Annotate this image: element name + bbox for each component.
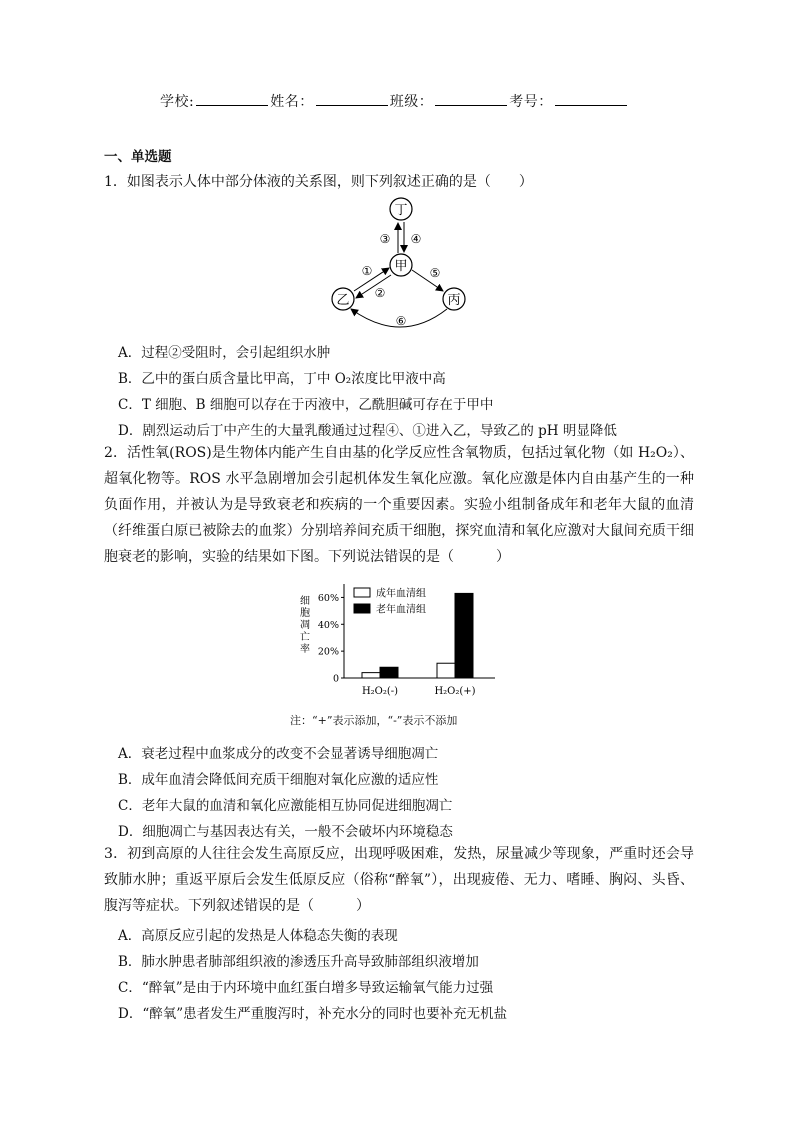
body-fluid-diagram: [325, 195, 475, 330]
school-blank[interactable]: [196, 93, 268, 106]
apoptosis-bar-chart: [290, 578, 510, 703]
node-jia: 甲: [394, 259, 408, 274]
q3-stem: 3．初到高原的人往往会发生高原反应，出现呼吸困难，发热，尿量减少等现象，严重时还会导致肺水肿；重返平原后会发生低原反应（俗称“醉氧”），出现疲倦、无力、嗜睡、胸闷、头昏、腹泻等症状。下列叙述错误的是（ ）: [104, 846, 694, 914]
school-label: 学校:: [160, 94, 195, 110]
name-blank[interactable]: [316, 93, 388, 106]
node-yi: 乙: [336, 293, 350, 308]
label-2: ②: [374, 286, 386, 300]
bar-old-1: [455, 593, 473, 678]
exam-no-label: 考号：: [509, 94, 553, 110]
label-6: ⑥: [395, 314, 407, 328]
q1-option-a[interactable]: A．过程②受阻时，会引起组织水肿: [118, 345, 331, 361]
y-axis-label: 细胞凋亡率: [300, 596, 310, 655]
chart-note: 注：“+”表示添加，“-”表示不添加: [290, 714, 458, 727]
name-label: 姓名：: [270, 94, 314, 110]
q2-option-b[interactable]: B．成年血清会降低间充质干细胞对氧化应激的适应性: [118, 772, 439, 788]
x-tick-label: H₂O₂(-): [361, 686, 399, 697]
y-tick-label: 20%: [317, 646, 339, 658]
bar-adult-1: [437, 663, 455, 678]
legend-swatch: [354, 588, 370, 597]
q3-option-b[interactable]: B．肺水肿患者肺部组织液的渗透压升高导致肺部组织液增加: [118, 954, 479, 970]
y-tick-label: 0: [332, 673, 339, 685]
q2-option-d[interactable]: D．细胞凋亡与基因表达有关，一般不会破坏内环境稳态: [118, 824, 453, 840]
label-4: ④: [410, 232, 422, 246]
q3-option-c[interactable]: C．“醉氧”是由于内环境中血红蛋白增多导致运输氧气能力过强: [118, 980, 494, 996]
y-tick-label: 40%: [317, 619, 339, 631]
exam-header: [160, 91, 629, 111]
q2-option-c[interactable]: C．老年大鼠的血清和氧化应激能相互协同促进细胞凋亡: [118, 798, 453, 814]
q1-option-d[interactable]: D．剧烈运动后丁中产生的大量乳酸通过过程④、①进入乙，导致乙的 pH 明显降低: [118, 423, 617, 439]
y-axis-title: [300, 595, 310, 655]
y-tick-label: 60%: [317, 592, 339, 604]
q2-option-a[interactable]: A．衰老过程中血浆成分的改变不会显著诱导细胞凋亡: [118, 746, 439, 762]
bar-adult-0: [362, 673, 380, 678]
q2-stem: 2．活性氧(ROS)是生物体内能产生自由基的化学反应性含氧物质，包括过氧化物（如 H₂O₂）、超氧化物等。ROS 水平急剧增加会引起机体发生氧化应激。氧化应激是体内自由基产生的一种负面作用，并被认为是导致衰老和疾病的一个重要因素。实验小组制备成年和老年大鼠的血清（纤维蛋白原已被除去的血浆）分别培养间充质干细胞，探究血清和氧化应激对大鼠间充质干细胞衰老的影响，实验的结果如下图。下列说法错误的是（ ）: [104, 445, 694, 565]
node-ding: 丁: [394, 203, 408, 218]
label-3: ③: [379, 232, 391, 246]
legend-swatch: [354, 604, 370, 613]
x-tick-label: H₂O₂(+): [434, 686, 476, 697]
q3-option-a[interactable]: A．高原反应引起的发热是人体稳态失衡的表现: [118, 928, 398, 944]
node-bing: 丙: [447, 293, 461, 308]
label-5: ⑤: [429, 266, 441, 280]
q1-stem: 1．如图表示人体中部分体液的关系图，则下列叙述正确的是（ ）: [104, 174, 533, 190]
legend-label: 成年血清组: [376, 588, 426, 600]
class-label: 班级：: [389, 94, 434, 110]
legend-label: 老年血清组: [376, 604, 426, 616]
class-blank[interactable]: [435, 93, 507, 106]
q1-option-c[interactable]: C．T 细胞、B 细胞可以存在于丙液中，乙酰胆碱可存在于甲中: [118, 397, 494, 413]
section-title: 一、单选题: [104, 149, 172, 165]
q1-option-b[interactable]: B．乙中的蛋白质含量比甲高，丁中 O₂浓度比甲液中高: [118, 371, 446, 387]
bar-old-0: [380, 667, 398, 678]
exam-no-blank[interactable]: [555, 93, 627, 106]
q3-option-d[interactable]: D．“醉氧”患者发生严重腹泻时，补充水分的同时也要补充无机盐: [118, 1006, 508, 1022]
label-1: ①: [361, 264, 373, 278]
